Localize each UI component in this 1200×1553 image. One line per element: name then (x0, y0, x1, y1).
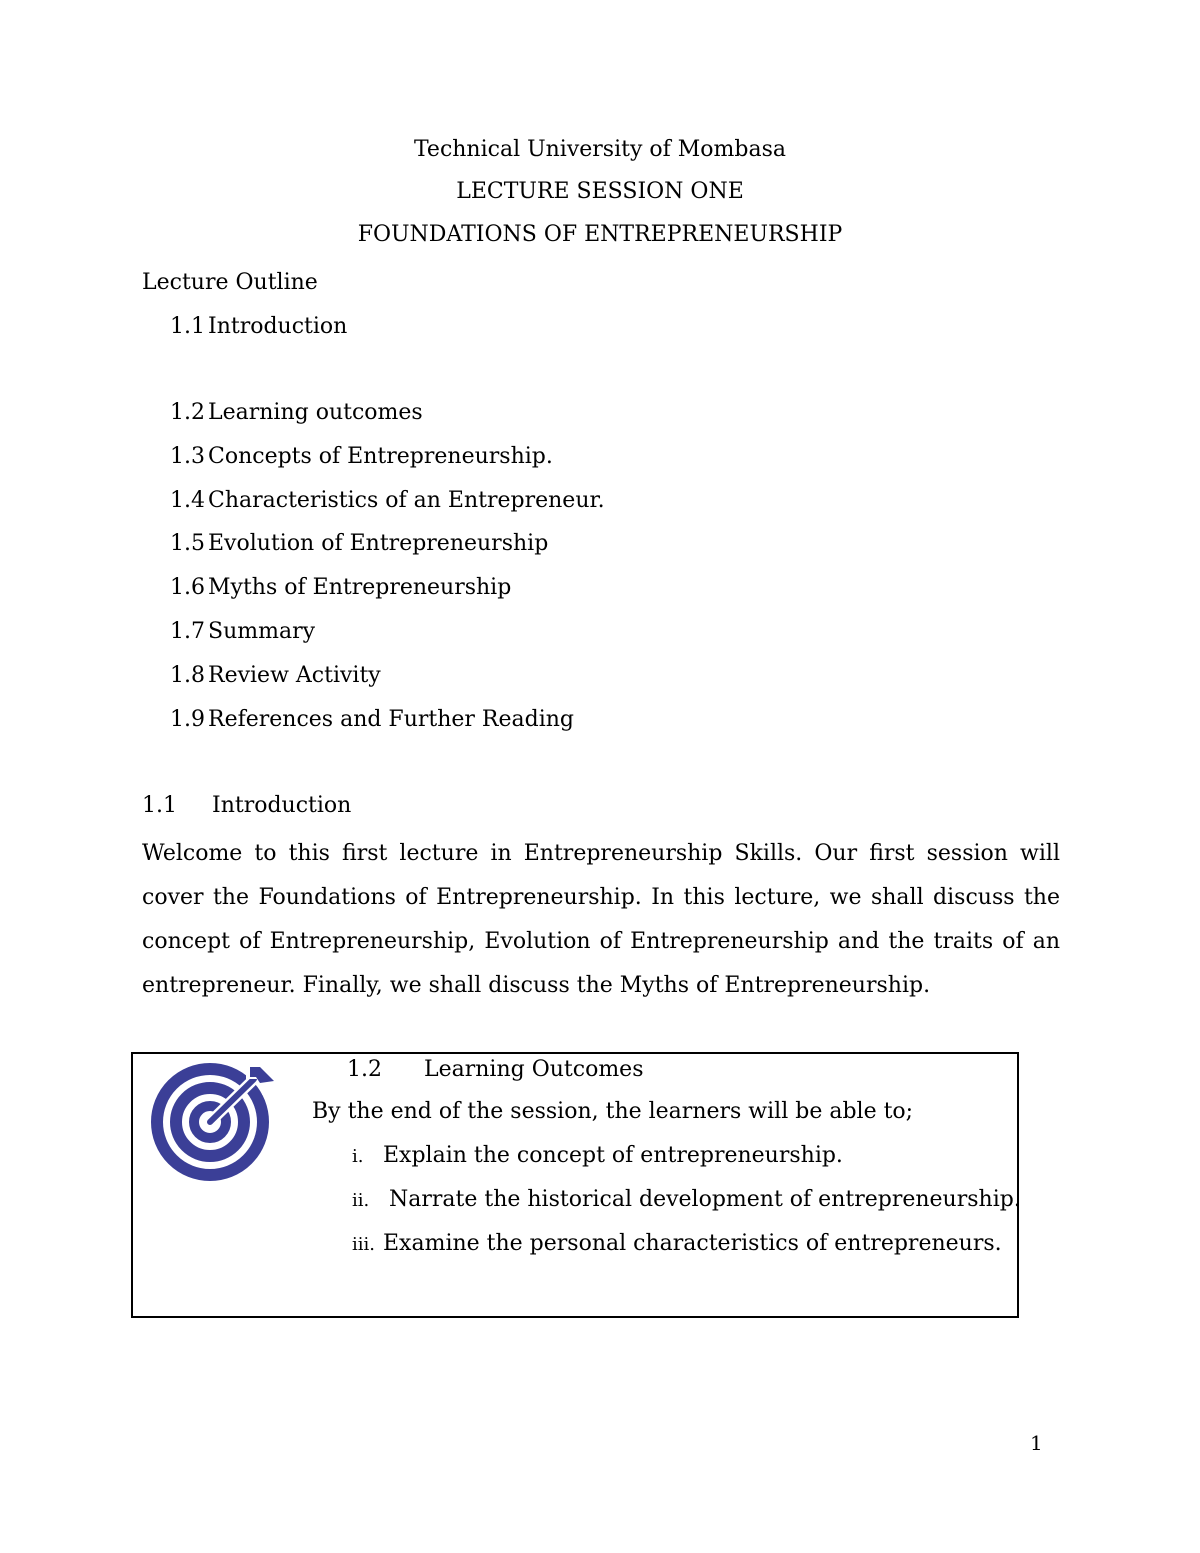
outline-item-number: 1.9 (170, 707, 205, 732)
introduction-paragraph: Welcome to this first lecture in Entrepreneurship Skills. Our first session will cover the Foundations of Entrepreneurship. In this lecture, we shall discuss the concept of Entrepreneurship, Evolution of Entrepreneurship and the traits of an entrepreneur. Finally, we shall discuss the Myths of Entrepreneurship. (142, 841, 1060, 998)
outline-item-number: 1.5 (170, 531, 205, 556)
section-number: 1.1 (142, 793, 177, 818)
outline-item (170, 399, 423, 427)
outcome-numeral: ii. (352, 1190, 370, 1211)
outline-item (170, 618, 315, 646)
outline-item (170, 313, 347, 341)
outline-item-label: Review Activity (208, 663, 381, 688)
outline-item (170, 574, 511, 602)
outline-item-number: 1.6 (170, 575, 205, 600)
learning-outcomes-intro: By the end of the session, the learners will be able to; (312, 1099, 914, 1124)
page-number: 1 (1030, 1431, 1043, 1455)
course-title: FOUNDATIONS OF ENTREPRENEURSHIP (357, 222, 843, 247)
outcome-text: Examine the personal characteristics of entrepreneurs. (383, 1231, 1002, 1256)
outline-title: Lecture Outline (142, 270, 318, 295)
outline-item-label: Characteristics of an Entrepreneur. (208, 488, 605, 513)
section-number: 1.2 (347, 1057, 382, 1082)
outline-item-label: Concepts of Entrepreneurship. (208, 444, 553, 469)
outline-item-number: 1.4 (170, 488, 205, 513)
introduction-heading (142, 792, 351, 820)
outcome-numeral: i. (352, 1146, 364, 1167)
outline-item-label: Summary (208, 619, 316, 644)
session-title: LECTURE SESSION ONE (456, 179, 744, 204)
outcome-item (352, 1142, 843, 1171)
outline-item-number: 1.3 (170, 444, 205, 469)
outline-item (170, 706, 574, 734)
outcome-text: Narrate the historical development of entrepreneurship. (389, 1187, 1021, 1212)
outline-item-label: Learning outcomes (208, 400, 423, 425)
outline-item (170, 443, 553, 471)
outline-item-number: 1.1 (170, 314, 205, 339)
section-title: Learning Outcomes (424, 1057, 644, 1082)
outline-item-label: Myths of Entrepreneurship (208, 575, 512, 600)
outline-item-label: Introduction (208, 314, 348, 339)
target-icon (150, 1055, 282, 1187)
outline-item (170, 662, 381, 690)
outcome-item (352, 1230, 1002, 1259)
outline-item (170, 487, 605, 515)
outline-item-number: 1.7 (170, 619, 205, 644)
section-title: Introduction (212, 793, 352, 818)
learning-outcomes-heading (347, 1056, 644, 1084)
outcome-numeral: iii. (352, 1234, 375, 1255)
outline-item-number: 1.2 (170, 400, 205, 425)
outcome-item (352, 1186, 1021, 1215)
outcome-text: Explain the concept of entrepreneurship. (383, 1143, 843, 1168)
outline-item-label: Evolution of Entrepreneurship (208, 531, 549, 556)
outline-item (170, 530, 548, 558)
outline-item-number: 1.8 (170, 663, 205, 688)
outline-item-label: References and Further Reading (208, 707, 574, 732)
institution-name: Technical University of Mombasa (413, 137, 787, 162)
